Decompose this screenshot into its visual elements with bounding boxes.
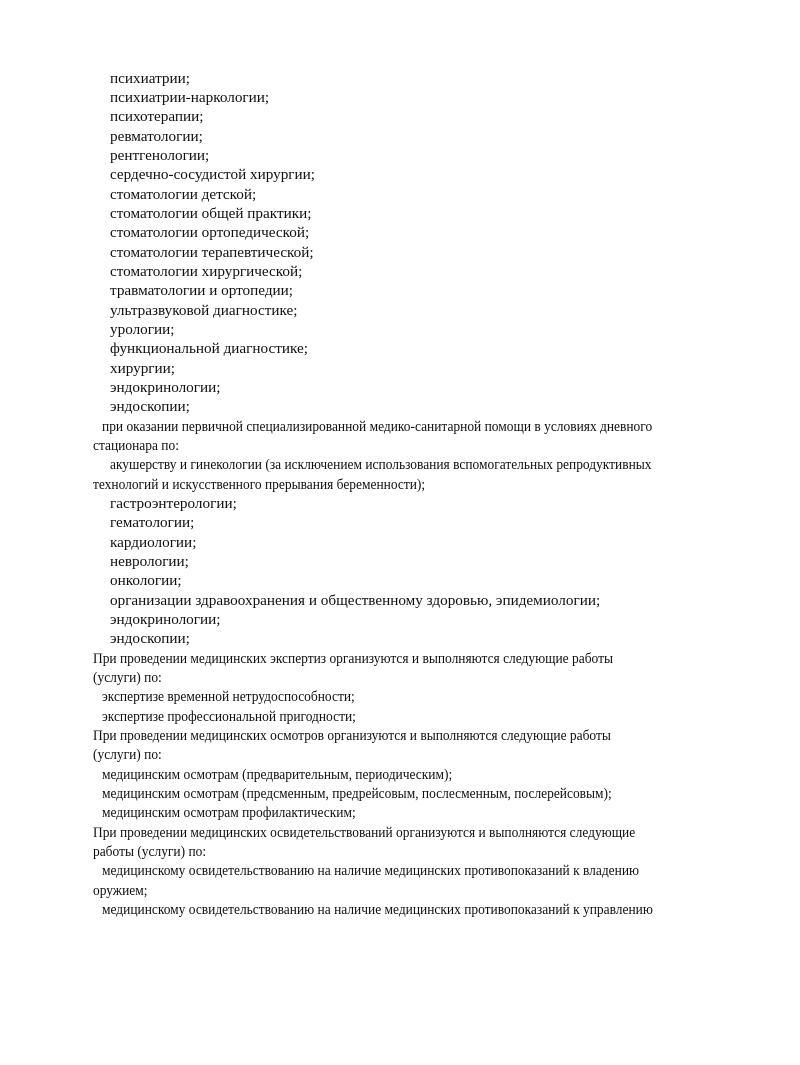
section-heading-continuation: (услуги) по: [93,669,162,686]
list-item: экспертизе профессиональной пригодности; [102,708,356,725]
list-item: гастроэнтерологии; [110,495,237,512]
list-item: ультразвуковой диагностике; [110,302,298,319]
list-item: психиатрии; [110,70,190,87]
list-item: эндокринологии; [110,611,221,628]
list-item: акушерству и гинекологии (за исключением использования вспомогательных репродуктивных [110,456,652,473]
list-item-continuation: технологий и искусственного прерывания беременности); [93,476,426,493]
list-item: психиатрии-наркологии; [110,89,270,106]
list-item: стоматологии общей практики; [110,205,312,222]
list-item: функциональной диагностике; [110,340,308,357]
list-item: онкологии; [110,572,182,589]
list-item: эндоскопии; [110,398,190,415]
section-intro-line: при оказании первичной специализированной медико-санитарной помощи в условиях дневного [102,418,653,435]
section-heading-continuation: (услуги) по: [93,746,162,763]
list-item: урологии; [110,321,175,338]
section-intro-line: стационара по: [93,437,179,454]
list-item: медицинским осмотрам (предварительным, периодическим); [102,766,453,783]
list-item: организации здравоохранения и общественному здоровью, эпидемиологии; [110,592,601,609]
list-item: гематологии; [110,514,195,531]
list-item: стоматологии ортопедической; [110,224,310,241]
list-item: эндоскопии; [110,630,190,647]
list-item: хирургии; [110,360,176,377]
list-item: травматологии и ортопедии; [110,282,294,299]
list-item: сердечно-сосудистой хирургии; [110,166,316,183]
section-heading: При проведении медицинских экспертиз организуются и выполняются следующие работы [93,650,613,667]
list-item-continuation: оружием; [93,882,148,899]
list-item: стоматологии детской; [110,186,257,203]
list-item: медицинским осмотрам профилактическим; [102,804,356,821]
section-heading: При проведении медицинских освидетельствований организуются и выполняются следующие [93,824,636,841]
list-item: медицинскому освидетельствованию на наличие медицинских противопоказаний к управлению [102,901,653,918]
list-item: экспертизе временной нетрудоспособности; [102,688,355,705]
list-item: рентгенологии; [110,147,210,164]
section-heading-continuation: работы (услуги) по: [93,843,207,860]
list-item: психотерапии; [110,108,204,125]
list-item: ревматологии; [110,128,203,145]
list-item: кардиологии; [110,534,197,551]
list-item: стоматологии хирургической; [110,263,303,280]
list-item: эндокринологии; [110,379,221,396]
list-item: стоматологии терапевтической; [110,244,314,261]
list-item: медицинским осмотрам (предсменным, предрейсовым, послесменным, послерейсовым); [102,785,612,802]
list-item: неврологии; [110,553,189,570]
section-heading: При проведении медицинских осмотров организуются и выполняются следующие работы [93,727,611,744]
list-item: медицинскому освидетельствованию на наличие медицинских противопоказаний к владению [102,862,640,879]
